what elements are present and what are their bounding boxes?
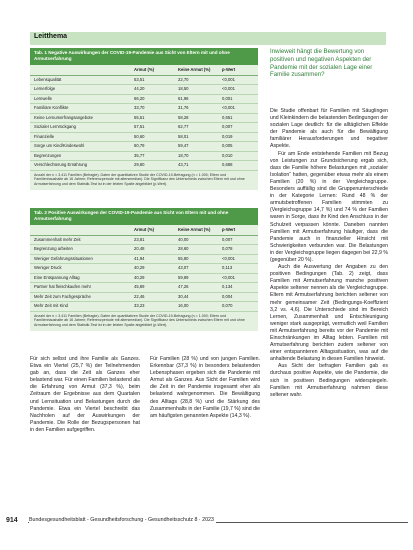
table-cell: 0,007 (222, 124, 233, 130)
table-cell: Keine Lernumerfrangsangebote (34, 114, 93, 120)
table-cell: 0,070 (222, 303, 233, 309)
column-header: Armut (%) (134, 67, 155, 72)
table-row (30, 264, 258, 274)
table-row (30, 133, 258, 143)
column-header: p-Wert (222, 227, 236, 232)
table-cell: Mehr Zeit mit Kind (34, 303, 68, 309)
page-number: 914 (6, 517, 18, 524)
table-cell: 0,007 (222, 236, 233, 242)
table-1 (30, 48, 258, 190)
table-cell: 18,70 (178, 152, 189, 158)
table-cell: Lernerfolge (34, 86, 56, 92)
table-2-note: Anzahl der n = 3.411 Familien (Befragte). Daten der quantitativen Studie der COVID-19-Befragung (n = 1.000; Eltern und Familienhaushalte ab 16 Jahren; Referenzperiode mit altersmedian). Die Signifikanz des Unterschieds zwischen Eltern mit und ohne Armutserfahrung und dem Statistik-Test ist in der letzten Spalte abgebildet (p-Wert). (34, 313, 245, 328)
table-cell: 0,078 (222, 246, 233, 252)
table-row (30, 283, 258, 293)
table-cell: 22,46 (134, 293, 145, 299)
table-cell: 18,50 (178, 86, 189, 92)
paragraph: Für sich selbst und ihre Familie als Ganzes. Etwa ein Viertel (25,7 %) der Teilnehmenden gab an, dass die Zeit als Ganzes eher belastend war. Für einen Familien belastend als die Erfahrung von Armut (37,3 %), beim Zeitraum der Ergebnisse aus dem Quartalen und Lernsituation und Belastungen durch die Pandemie. Etwa ein Viertel beschreibt das Nachholen auf der Auswirkungen der Pandemie. Die Rolle der Bezugspersonen hat in den Familien aufgegriffen. (30, 356, 140, 433)
table-cell: 59,47 (178, 143, 189, 149)
table-2 (30, 208, 258, 331)
table-cell: 45,89 (134, 284, 145, 290)
table-row (30, 302, 258, 312)
table-row (30, 142, 258, 152)
table-row (30, 104, 258, 114)
table-cell: 40,29 (134, 274, 145, 280)
table-cell: Zusammenhalt mehr Zeit (34, 236, 81, 242)
table-2-rows (30, 236, 258, 312)
table-cell: 57,51 (134, 124, 145, 130)
paragraph: Die Studie offenbart für Familien mit Säuglingen und Kleinkindern die belastenden Bedingungen der sozialen Lage deutlich: für die alltäglichen Effekte der Pandemie als auch für die Bewältigung familiärer Herausforderungen und negativer Aspekte. (270, 108, 388, 150)
column-header (34, 227, 134, 233)
table-cell: Begrenzung arbeiten (34, 246, 73, 252)
table-cell: 33,70 (134, 105, 145, 111)
table-row (30, 245, 258, 255)
table-cell: Weniger Druck (34, 265, 62, 271)
table-cell: 22,70 (178, 76, 189, 82)
table-cell: Verschlechterung Ernährung (34, 162, 88, 168)
table-cell: 0,010 (222, 152, 233, 158)
table-cell: 40,29 (134, 265, 145, 271)
table-cell: 44,20 (134, 86, 145, 92)
table-cell: 55,51 (134, 114, 145, 120)
table-cell: 60,79 (134, 143, 145, 149)
page-footer (6, 515, 408, 527)
table-cell: 0,134 (222, 284, 233, 290)
table-row (30, 293, 258, 303)
table-cell: Partner hat fleischkaufen mehr (34, 284, 92, 290)
table-2-heading: Tab. 2 Positive Auswirkungen der COVID-19-Pandemie aus Sicht von Eltern mit und ohne Armutserfahrung (30, 208, 258, 225)
table-cell: 0,001 (222, 95, 233, 101)
table-cell: 59,89 (178, 274, 189, 280)
table-cell: 0,004 (222, 293, 233, 299)
table-row (30, 255, 258, 265)
paragraph: Für am Ende entstehende Familien mit Bezug von Leistungen zur Grundsicherung ergab sich, dass die Familie höhere Belastungen mit „sozialer Isolation“ hatten, gegenüber etwas mehr als einem Familien (20 %) in der Vergleichsgruppe. Besonders auffällig sind die Gruppenunterschiede in der Kategorie Lernen: Rund 48 % der armutsbetroffenen Familien stimmten zu (Vergleichsgruppe 14,7 %) und 74 % der Familien waren in Sorge, dass ihr Kind den Anschluss in der Schulzeit verpassen könnte. Daneben nannten Familien mit Armutserfahrung häufiger, dass die Pandemie auch in finanzieller Hinsicht mit Schwierigkeiten verbunden war. Die Belastungen in der Vergleichsgruppe liegen dagegen bei 22,9 % (gegenüber 20 %). (270, 150, 388, 263)
table-cell: 16,00 (178, 303, 189, 309)
table-1-rows (30, 76, 258, 171)
table-cell: 30,44 (178, 293, 189, 299)
table-cell: 35,77 (134, 152, 145, 158)
table-row (30, 236, 258, 246)
paragraph: Aus Sicht der befragten Familien gab es durchaus positive Aspekte, wie die Pandemie, die sich in positiven Bedingungen widerspiegeln. Familien mit Armutserfahrung nahmen diese seltener wahr. (270, 363, 388, 398)
table-row (30, 85, 258, 95)
table-row (30, 152, 258, 162)
table-cell: 20,48 (134, 246, 145, 252)
table-cell: Lebensqualität (34, 76, 62, 82)
table-cell: 23,81 (134, 236, 145, 242)
table-row (30, 95, 258, 105)
table-cell: 0,651 (222, 114, 233, 120)
column-header: Armut (%) (134, 227, 155, 232)
table-cell: 29,80 (134, 162, 145, 168)
table-cell: 50,60 (134, 133, 145, 139)
table-2-column-header (30, 225, 258, 236)
table-cell: Begrenzungen (34, 152, 62, 158)
paragraph: Für Familien (28 %) und von jungen Familien. Erkennbar (37,3 %) in besonders belastenden Lebensphasen ergeben sich die Pandemie mit Armut als Ganzes. Aus Sicht der Familien wird die Zeit in der Pandemie insgesamt eher als belastend wahrgenommen. Die Bewältigung des Alltags (28,8 %) und die Stärkung des Zusammenhalts in der Familie (19,7 %) sind die am häufigsten genannten Aspekte (14,3 %). (150, 356, 260, 419)
table-cell: 0,005 (222, 143, 233, 149)
table-cell: 62,77 (178, 124, 189, 130)
table-1-note: Anzahl der n = 3.411 Familien (Befragte). Daten der quantitativen Studie der COVID-19-Befragung (n = 1.000; Eltern und Familienhaushalte ab 16 Jahren; Referenzperiode mit altersmedian). Die Signifikanz des Unterschieds zwischen Eltern mit und ohne Armutserfahrung und dem Statistik-Test ist in der letzten Spalte abgebildet (p-Wert). (34, 172, 245, 187)
right-text-column (270, 108, 388, 513)
column-header: Keine Armut (%) (178, 67, 211, 72)
table-cell: <0,001 (222, 105, 235, 111)
left-text-column (30, 356, 140, 512)
table-cell: 58,28 (178, 114, 189, 120)
table-cell: <0,001 (222, 274, 235, 280)
table-cell: 43,07 (178, 265, 189, 271)
section-label-text: Leitthema (34, 33, 68, 40)
table-1-column-header (30, 65, 258, 76)
table-cell: Eine Entspannung Alltag (34, 274, 80, 280)
paragraph: Auch die Auswertung der Angaben zu den positiven Bedingungen (Tab. 2) zeigt, dass Familien mit Armutserfahrung manche positiven Aspekte seltener nennen als die Vergleichsgruppe. Eltern mit Armutserfahrung berichten seltener von mehr gemeinsamer Zeit (Bedingungs-Koeffizient 3,2 vs. 4,6). Die Unterschiede sind im Bereich Lernen, Zusammenhalt und Entschleunigung weniger stark ausgeprägt, vermutlich weil Familien mit Armutserfahrung bereits vor der Pandemie mit Einschränkungen im Alltag lebten. Familien mit Armutserfahrung berichten zudem seltener von einer entspannteren Alltagssituation, was auf die anhaltende Belastung in diesen Familien hinweist. (270, 264, 388, 363)
column-header (34, 67, 134, 73)
middle-text-column (150, 356, 260, 512)
table-row (30, 114, 258, 124)
table-row (30, 123, 258, 133)
table-cell: 61,96 (178, 95, 189, 101)
table-1-heading: Tab. 1 Negative Auswirkungen der COVID-19-Pandemie aus Sicht von Eltern mit und ohne Armutserfahrung (30, 48, 258, 65)
table-cell: 53,51 (134, 76, 145, 82)
table-cell: 58,01 (178, 133, 189, 139)
table-cell: 31,76 (178, 105, 189, 111)
journal-title: Bundesgesundheitsblatt - Gesundheitsforschung - Gesundheitsschutz 8 · 2023 (29, 517, 214, 523)
table-cell: 55,80 (178, 255, 189, 261)
table-cell: 0,113 (222, 265, 233, 271)
table-cell: 43,71 (178, 162, 189, 168)
column-header: p-Wert (222, 67, 236, 72)
table-cell: Familiäre Konflikte (34, 105, 69, 111)
table-cell: <0,001 (222, 255, 235, 261)
table-cell: <0,001 (222, 86, 235, 92)
table-cell: 40,00 (178, 236, 189, 242)
table-cell: <0,001 (222, 76, 235, 82)
table-row (30, 274, 258, 284)
pull-quote: Inwieweit hängt die Bewertung von positiven und negativen Aspekten der Pandemie mit der sozialen Lage einer Familie zusammen? (270, 48, 373, 79)
section-label (30, 32, 386, 45)
column-header: Keine Armut (%) (178, 227, 211, 232)
table-row (30, 76, 258, 86)
table-cell: 66,20 (134, 95, 145, 101)
table-cell: Weniger Gefahrungssituationen (34, 255, 93, 261)
table-cell: 0,019 (222, 133, 233, 139)
table-cell: 28,60 (178, 246, 189, 252)
table-cell: Finanzielle (34, 133, 55, 139)
table-cell: 33,23 (134, 303, 145, 309)
table-cell: Sozialer Lernrückgang (34, 124, 76, 130)
table-row (30, 161, 258, 171)
table-cell: Sorge um Kind/Kindeswohl (34, 143, 85, 149)
table-cell: Mehr Zeit zum Fachgespräche (34, 293, 91, 299)
table-cell: 47,26 (178, 284, 189, 290)
table-cell: Lernwelle (34, 95, 52, 101)
table-cell: 0,688 (222, 162, 233, 168)
table-cell: 41,94 (134, 255, 145, 261)
